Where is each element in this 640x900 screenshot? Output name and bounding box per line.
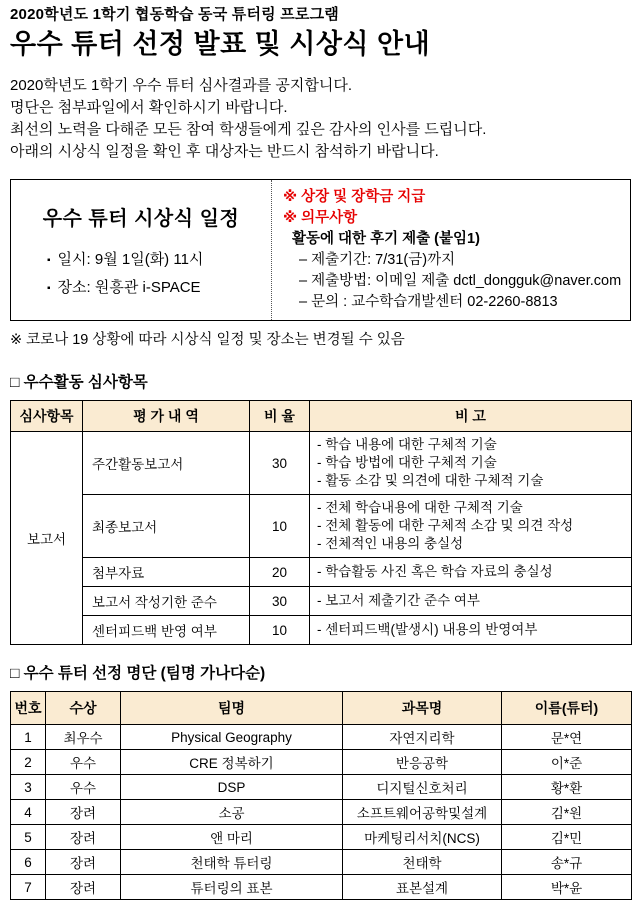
subject-cell: 표본설계 (343, 875, 502, 900)
ratio-cell: 30 (250, 432, 310, 495)
intro-line: 아래의 시상식 일정을 확인 후 대상자는 반드시 참석하기 바랍니다. (10, 143, 439, 160)
award-cell: 장려 (46, 875, 121, 900)
team-cell: 앤 마리 (121, 825, 343, 850)
table-row (11, 850, 632, 875)
award-cell: 우수 (46, 750, 121, 775)
award-cell: 장려 (46, 850, 121, 875)
square-bullet-icon: ▪ (47, 283, 51, 294)
winners-table (10, 691, 632, 900)
schedule-left-panel (11, 180, 271, 320)
remark-line: - 활동 소감 및 의견에 대한 구체적 기술 (317, 473, 544, 488)
remark-cell (310, 432, 632, 495)
ratio-cell: 20 (250, 558, 310, 587)
schedule-right-panel (272, 180, 630, 320)
team-cell: Physical Geography (121, 725, 343, 750)
intro-line: 명단은 첨부파일에서 확인하시기 바랍니다. (10, 99, 288, 116)
subject-cell: 디지털신호처리 (343, 775, 502, 800)
square-bullet-icon: ▪ (47, 255, 51, 266)
no-cell: 7 (11, 875, 46, 900)
table-row (11, 725, 632, 750)
program-kicker: 2020학년도 1학기 협동학습 동국 튜터링 프로그램 (10, 6, 339, 23)
name-cell: 김*민 (502, 825, 632, 850)
page-title: 우수 튜터 선정 발표 및 시상식 안내 (10, 29, 431, 59)
red-note-duty: ※ 의무사항 (283, 210, 358, 226)
team-cell: 소공 (121, 800, 343, 825)
name-cell: 송*규 (502, 850, 632, 875)
schedule-item-label: 장소: 원흥관 i-SPACE (57, 279, 201, 296)
header-cell-name: 이름(튜터) (502, 692, 632, 725)
award-cell: 우수 (46, 775, 121, 800)
remark-cell (310, 495, 632, 558)
team-cell: 천태학 튜터링 (121, 850, 343, 875)
remark-cell (310, 587, 632, 616)
subject-cell: 반응공학 (343, 750, 502, 775)
header-cell-team: 팀명 (121, 692, 343, 725)
remark-line: - 학습 방법에 대한 구체적 기술 (317, 455, 497, 470)
award-schedule-box (10, 179, 631, 321)
schedule-item-label: 일시: 9월 1일(화) 11시 (57, 251, 204, 268)
schedule-items (47, 246, 271, 302)
remark-line: - 학습활동 사진 혹은 학습 자료의 충실성 (317, 564, 553, 579)
team-cell: CRE 정복하기 (121, 750, 343, 775)
remark-line: - 전체 학습내용에 대한 구체적 기술 (317, 500, 523, 515)
detail-deadline: – 제출기간: 7/31(금)까지 (299, 252, 456, 268)
name-cell: 문*연 (502, 725, 632, 750)
item-cell: 최종보고서 (83, 495, 250, 558)
item-cell: 주간활동보고서 (83, 432, 250, 495)
ratio-cell: 30 (250, 587, 310, 616)
no-cell: 1 (11, 725, 46, 750)
remark-line: - 전체 활동에 대한 구체적 소감 및 의견 작성 (317, 518, 574, 533)
header-cell-ratio: 비 율 (250, 401, 310, 432)
detail-method: – 제출방법: 이메일 제출 dctl_dongguk@naver.com (299, 273, 622, 289)
header-cell-category: 심사항목 (11, 401, 83, 432)
header-cell-remark: 비 고 (310, 401, 632, 432)
header-cell-award: 수상 (46, 692, 121, 725)
name-cell: 김*원 (502, 800, 632, 825)
no-cell: 2 (11, 750, 46, 775)
header-cell-no: 번호 (11, 692, 46, 725)
intro-line: 2020학년도 1학기 우수 튜터 심사결과를 공지합니다. (10, 77, 353, 94)
duty-title: 활동에 대한 후기 제출 (붙임1) (292, 231, 480, 247)
intro-paragraph (10, 75, 631, 163)
no-cell: 5 (11, 825, 46, 850)
remark-line: - 학습 내용에 대한 구체적 기술 (317, 437, 497, 452)
remark-cell (310, 558, 632, 587)
subject-cell: 천태학 (343, 850, 502, 875)
schedule-heading: 우수 튜터 시상식 일정 (42, 208, 240, 230)
table-row (11, 432, 632, 495)
award-cell: 장려 (46, 825, 121, 850)
table-row (11, 775, 632, 800)
ratio-cell: 10 (250, 616, 310, 645)
subject-cell: 자연지리학 (343, 725, 502, 750)
name-cell: 이*준 (502, 750, 632, 775)
subject-cell: 소프트웨어공학및설계 (343, 800, 502, 825)
detail-contact: – 문의 : 교수학습개발센터 02-2260-8813 (299, 294, 558, 310)
covid-note: ※ 코로나 19 상황에 따라 시상식 일정 및 장소는 변경될 수 있음 (10, 332, 405, 348)
table-row (11, 616, 632, 645)
team-cell: DSP (121, 775, 343, 800)
item-cell: 첨부자료 (83, 558, 250, 587)
table-row (11, 800, 632, 825)
intro-line: 최선의 노력을 다해준 모든 참여 학생들에게 깊은 감사의 인사를 드립니다. (10, 121, 487, 138)
award-cell: 장려 (46, 800, 121, 825)
no-cell: 3 (11, 775, 46, 800)
table-row (11, 495, 632, 558)
red-note-award: ※ 상장 및 장학금 지급 (283, 189, 426, 205)
remark-cell (310, 616, 632, 645)
remark-line: - 전체적인 내용의 충실성 (317, 536, 464, 551)
table-row (11, 587, 632, 616)
table-row (11, 825, 632, 850)
name-cell: 박*윤 (502, 875, 632, 900)
no-cell: 4 (11, 800, 46, 825)
remark-line: - 센터피드백(발생시) 내용의 반영여부 (317, 622, 538, 637)
table-row (11, 875, 632, 900)
table-row (11, 750, 632, 775)
subject-cell: 마케팅리서치(NCS) (343, 825, 502, 850)
table-header-row (11, 692, 632, 725)
table-header-row (11, 401, 632, 432)
header-cell-subject: 과목명 (343, 692, 502, 725)
group-cell-report: 보고서 (11, 432, 83, 645)
award-cell: 최우수 (46, 725, 121, 750)
schedule-item-datetime (47, 246, 271, 274)
schedule-item-location (47, 274, 271, 302)
section-heading-review: □ 우수활동 심사항목 (10, 374, 148, 391)
item-cell: 보고서 작성기한 준수 (83, 587, 250, 616)
item-cell: 센터피드백 반영 여부 (83, 616, 250, 645)
section-heading-winners: □ 우수 튜터 선정 명단 (팀명 가나다순) (10, 665, 266, 682)
name-cell: 황*환 (502, 775, 632, 800)
review-criteria-table (10, 400, 632, 645)
header-cell-item: 평 가 내 역 (83, 401, 250, 432)
team-cell: 튜터링의 표본 (121, 875, 343, 900)
ratio-cell: 10 (250, 495, 310, 558)
table-row (11, 558, 632, 587)
no-cell: 6 (11, 850, 46, 875)
remark-line: - 보고서 제출기간 준수 여부 (317, 593, 480, 608)
